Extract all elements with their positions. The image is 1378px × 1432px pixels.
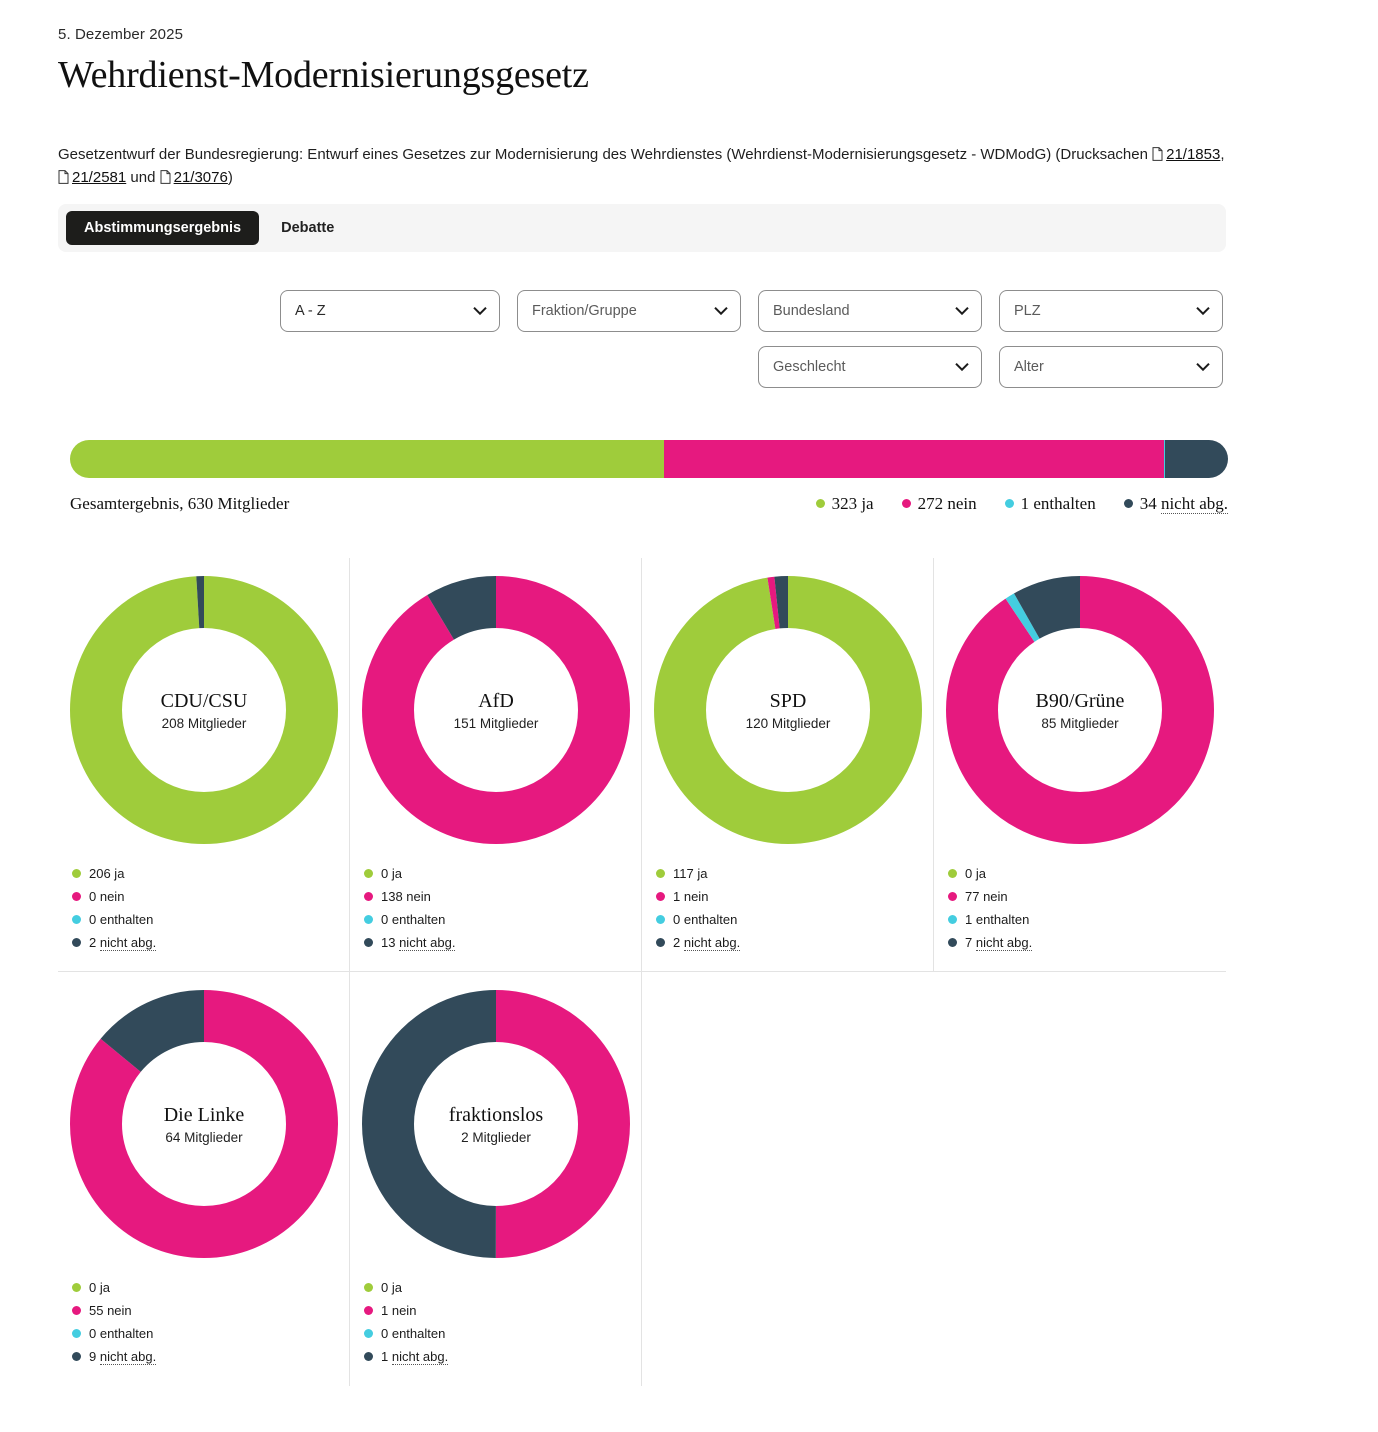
legend-dot-nicht_abg <box>364 938 373 947</box>
fraction-legend-label: 206 ja <box>89 865 125 881</box>
legend-dot-nein <box>656 892 665 901</box>
fraction-legend-item-nein <box>656 889 934 904</box>
fraction-legend-label: 9 nicht abg. <box>89 1348 157 1364</box>
fraction-members: 2 Mitglieder <box>461 1129 531 1145</box>
fraction-legend-item-nein <box>364 1303 642 1318</box>
bill-description <box>58 143 1228 190</box>
drucksache-link-3-label: 21/3076 <box>173 169 228 187</box>
legend-dot-nicht_abg <box>948 938 957 947</box>
fraction-legend <box>364 866 642 950</box>
select-fraktion-label: Fraktion/Gruppe <box>532 302 637 319</box>
legend-dot-enthalten <box>72 1329 81 1338</box>
legend-dot-ja <box>816 499 825 508</box>
fraction-legend-item-nicht_abg <box>72 1349 350 1364</box>
fraction-legend-item-enthalten <box>948 912 1226 927</box>
legend-dot-nein <box>72 892 81 901</box>
fraction-legend-item-enthalten <box>364 1326 642 1341</box>
donut-center-label <box>362 576 630 844</box>
fraction-name: fraktionslos <box>448 1103 544 1126</box>
filter-spacer-2 <box>517 346 741 388</box>
fraction-legend-item-ja <box>364 1280 642 1295</box>
fraction-name: B90/Grüne <box>1035 689 1125 712</box>
fraction-legend <box>948 866 1226 950</box>
total-bar-segment-nein <box>664 440 1164 478</box>
select-bundesland[interactable] <box>758 290 982 332</box>
select-sort[interactable] <box>280 290 500 332</box>
filter-row-1 <box>280 290 1318 332</box>
fraction-legend-item-ja <box>948 866 1226 881</box>
legend-dot-enthalten <box>364 1329 373 1338</box>
bill-description-text: Gesetzentwurf der Bundesregierung: Entwurf eines Gesetzes zur Modernisierung des Wehrdienstes (Wehrdienst-Modernisierungsgesetz - WDModG) (Drucksachen <box>58 146 1153 163</box>
total-bar-segment-ja <box>70 440 664 478</box>
fraction-name: Die Linke <box>163 1103 245 1126</box>
drucksache-link-2[interactable] <box>58 169 126 186</box>
fraction-legend-label: 55 nein <box>89 1302 132 1318</box>
chevron-down-icon <box>1196 362 1210 371</box>
page-title: Wehrdienst-Modernisierungsgesetz <box>58 54 589 96</box>
fraction-legend-item-ja <box>656 866 934 881</box>
donut-center-label <box>70 576 338 844</box>
total-result-section <box>58 440 1318 514</box>
fraction-members: 64 Mitglieder <box>165 1129 243 1145</box>
fraction-legend-item-nein <box>72 1303 350 1318</box>
fraction-legend-item-nein <box>72 889 350 904</box>
chevron-down-icon <box>955 306 969 315</box>
drucksache-link-2-label: 21/2581 <box>72 169 127 187</box>
fraction-card <box>58 972 350 1386</box>
fraction-legend-label: 1 nein <box>673 888 709 904</box>
fraction-name: AfD <box>478 689 514 712</box>
legend-dot-nicht_abg <box>364 1352 373 1361</box>
fraction-members: 208 Mitglieder <box>161 715 247 731</box>
legend-dot-nicht_abg <box>656 938 665 947</box>
legend-dot-nein <box>902 499 911 508</box>
fraction-name: CDU/CSU <box>160 689 248 712</box>
select-fraktion[interactable] <box>517 290 741 332</box>
legend-dot-nein <box>948 892 957 901</box>
fraction-legend-label: 0 enthalten <box>673 911 738 927</box>
fraction-name: SPD <box>769 689 807 712</box>
select-geschlecht-label: Geschlecht <box>773 358 846 375</box>
legend-dot-enthalten <box>948 915 957 924</box>
donut-center-label <box>946 576 1214 844</box>
total-result-label: Gesamtergebnis, 630 Mitglieder <box>70 493 290 513</box>
total-legend-item-ja <box>816 494 874 514</box>
legend-dot-ja <box>72 1283 81 1292</box>
total-bar-segment-nicht_abg <box>1165 440 1227 478</box>
fraction-legend-label: 138 nein <box>381 888 431 904</box>
tabbar <box>58 204 1226 252</box>
fraction-legend-item-nicht_abg <box>364 1349 642 1364</box>
fraction-legend-label: 0 ja <box>89 1279 110 1295</box>
document-icon <box>160 170 171 184</box>
fraction-legend-label: 117 ja <box>673 865 708 881</box>
donut-wrapper <box>70 576 338 844</box>
fraction-legend-item-nicht_abg <box>72 935 350 950</box>
fraction-legend-item-nein <box>948 889 1226 904</box>
fraction-legend-label: 0 ja <box>381 865 402 881</box>
legend-dot-nicht_abg <box>72 1352 81 1361</box>
fraction-legend <box>72 1280 350 1364</box>
legend-dot-nicht_abg <box>1124 499 1133 508</box>
fraction-members: 120 Mitglieder <box>745 715 831 731</box>
legend-dot-ja <box>656 869 665 878</box>
fraction-legend <box>72 866 350 950</box>
donut-wrapper <box>362 990 630 1258</box>
chevron-down-icon <box>714 306 728 315</box>
select-plz[interactable] <box>999 290 1223 332</box>
fraction-legend-label: 0 enthalten <box>89 911 154 927</box>
total-legend-label: 323 ja <box>831 493 874 513</box>
total-legend-label: 34 nicht abg. <box>1139 493 1228 513</box>
donut-wrapper <box>946 576 1214 844</box>
select-sort-label: A - Z <box>295 302 326 319</box>
fraction-card <box>350 972 642 1386</box>
total-legend-item-nein <box>902 494 977 514</box>
fraction-legend <box>656 866 934 950</box>
fraction-chart-grid <box>58 558 1318 1386</box>
tab-debatte[interactable]: Debatte <box>263 211 352 245</box>
legend-dot-ja <box>364 869 373 878</box>
select-bundesland-label: Bundesland <box>773 302 850 319</box>
select-alter[interactable] <box>999 346 1223 388</box>
chevron-down-icon <box>1196 306 1210 315</box>
total-legend-label: 1 enthalten <box>1020 493 1096 513</box>
fraction-legend-item-enthalten <box>364 912 642 927</box>
fraction-legend-item-enthalten <box>656 912 934 927</box>
fraction-card <box>58 558 350 972</box>
fraction-legend-item-nicht_abg <box>656 935 934 950</box>
legend-dot-enthalten <box>1005 499 1014 508</box>
fraction-legend-label: 7 nicht abg. <box>965 934 1033 950</box>
legend-dot-nein <box>364 892 373 901</box>
total-result-legend <box>816 494 1228 514</box>
publication-date: 5. Dezember 2025 <box>58 26 184 43</box>
donut-wrapper <box>362 576 630 844</box>
fraction-card <box>350 558 642 972</box>
fraction-legend-label: 1 nicht abg. <box>381 1348 449 1364</box>
fraction-legend-label: 1 nein <box>381 1302 417 1318</box>
legend-dot-nein <box>72 1306 81 1315</box>
legend-dot-enthalten <box>656 915 665 924</box>
fraction-legend-item-ja <box>72 1280 350 1295</box>
fraction-card <box>642 558 934 972</box>
fraction-legend-item-ja <box>72 866 350 881</box>
total-legend-item-enthalten <box>1005 494 1096 514</box>
legend-dot-enthalten <box>72 915 81 924</box>
legend-dot-nicht_abg <box>72 938 81 947</box>
total-legend-label: 272 nein <box>917 493 977 513</box>
select-geschlecht[interactable] <box>758 346 982 388</box>
fraction-legend-label: 0 ja <box>965 865 986 881</box>
fraction-legend-label: 2 nicht abg. <box>89 934 157 950</box>
tab-abstimmungsergebnis[interactable]: Abstimmungsergebnis <box>66 211 259 245</box>
fraction-legend-label: 0 enthalten <box>89 1325 154 1341</box>
legend-dot-ja <box>948 869 957 878</box>
fraction-legend <box>364 1280 642 1364</box>
donut-wrapper <box>70 990 338 1258</box>
drucksache-link-1[interactable] <box>1152 146 1220 163</box>
fraction-legend-label: 2 nicht abg. <box>673 934 741 950</box>
total-result-bar <box>70 440 1228 478</box>
description-suffix: ) <box>227 169 233 187</box>
chevron-down-icon <box>473 306 487 315</box>
donut-center-label <box>362 990 630 1258</box>
document-icon <box>58 170 69 184</box>
select-plz-label: PLZ <box>1014 302 1041 319</box>
sep-und: und <box>126 169 160 187</box>
select-alter-label: Alter <box>1014 358 1044 375</box>
drucksache-link-1-label: 21/1853 <box>1166 146 1221 163</box>
sep-comma: , <box>1220 146 1225 163</box>
legend-dot-nein <box>364 1306 373 1315</box>
chevron-down-icon <box>955 362 969 371</box>
filter-spacer-1 <box>280 346 500 388</box>
fraction-legend-label: 1 enthalten <box>965 911 1030 927</box>
fraction-legend-item-ja <box>364 866 642 881</box>
filter-panel <box>58 290 1318 388</box>
fraction-legend-label: 0 enthalten <box>381 1325 446 1341</box>
total-result-legend-row <box>70 494 1228 514</box>
fraction-card <box>934 558 1226 972</box>
fraction-legend-label: 0 enthalten <box>381 911 446 927</box>
fraction-legend-item-nein <box>364 889 642 904</box>
fraction-legend-item-nicht_abg <box>364 935 642 950</box>
fraction-members: 85 Mitglieder <box>1041 715 1119 731</box>
donut-wrapper <box>654 576 922 844</box>
filter-row-2 <box>280 346 1318 388</box>
drucksache-link-3[interactable] <box>160 169 228 186</box>
fraction-members: 151 Mitglieder <box>453 715 539 731</box>
fraction-legend-item-enthalten <box>72 1326 350 1341</box>
fraction-legend-label: 13 nicht abg. <box>381 934 456 950</box>
total-legend-item-nicht_abg <box>1124 494 1228 514</box>
fraction-legend-label: 77 nein <box>965 888 1008 904</box>
legend-dot-enthalten <box>364 915 373 924</box>
legend-dot-ja <box>72 869 81 878</box>
legend-dot-ja <box>364 1283 373 1292</box>
fraction-legend-label: 0 ja <box>381 1279 402 1295</box>
donut-center-label <box>70 990 338 1258</box>
fraction-legend-item-enthalten <box>72 912 350 927</box>
donut-center-label <box>654 576 922 844</box>
fraction-legend-item-nicht_abg <box>948 935 1226 950</box>
document-icon <box>1152 147 1163 161</box>
fraction-legend-label: 0 nein <box>89 888 125 904</box>
